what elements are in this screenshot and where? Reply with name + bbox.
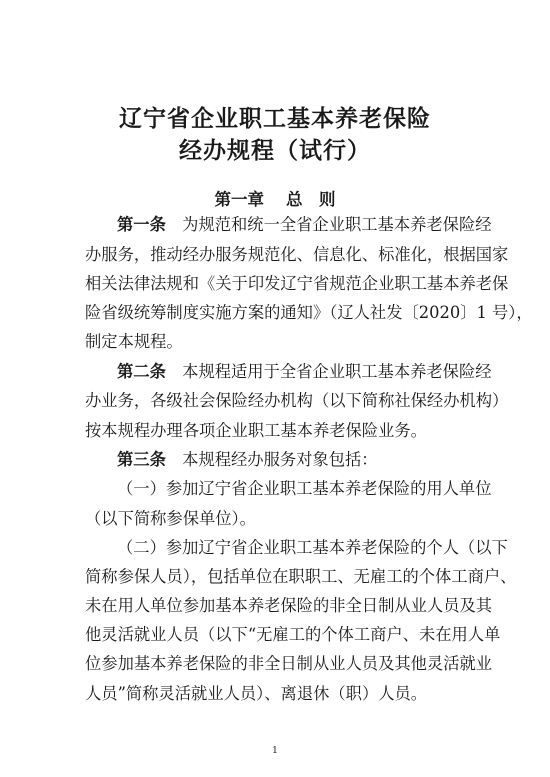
article-1-line-5: 制定本规程。 — [85, 332, 183, 351]
article-3-item-2-line-2: 简称参保人员），包括单位在职职工、无雇工的个体工商户、 — [85, 567, 517, 586]
page-number: 1 — [272, 746, 278, 756]
article-3-item-2-line-3: 未在用人单位参加基本养老保险的非全日制从业人员及其 — [85, 596, 493, 615]
article-1-line-4: 险省级统筹制度实施方案的通知》（辽人社发〔2020〕1 号）， — [85, 303, 533, 322]
article-3-number: 第三条 — [117, 450, 166, 469]
article-1-line-2: 办服务，推动经办服务规范化、信息化、标准化，根据国家 — [85, 245, 509, 264]
chapter-heading — [0, 186, 550, 210]
article-1-number: 第一条 — [117, 215, 166, 234]
article-2-number: 第二条 — [117, 362, 166, 381]
article-3-item-2-line-6: 人员”简称灵活就业人员）、离退休（职）人员。 — [85, 684, 428, 703]
article-3-item-2-line-5: 位参加基本养老保险的非全日制从业人员及其他灵活就业 — [85, 654, 493, 673]
article-2-text: 本规程适用于全省企业职工基本养老保险经 — [182, 362, 492, 381]
article-3-item-2-line-4: 他灵活就业人员（以下“无雇工的个体工商户、未在用人单 — [85, 625, 501, 644]
chapter-number: 第一章 — [214, 190, 264, 209]
article-3-line-1 — [117, 452, 467, 468]
chapter-name: 总 则 — [286, 190, 336, 209]
article-3-text: 本规程经办服务对象包括： — [182, 450, 378, 469]
article-3-item-1-line-2: （以下简称参保单位）。 — [85, 509, 256, 528]
article-1-text: 为规范和统一全省企业职工基本养老保险经 — [182, 215, 492, 234]
article-2-line-3: 按本规程办理各项企业职工基本养老保险业务。 — [85, 421, 427, 440]
article-2-line-2: 办业务，各级社会保险经办机构（以下简称社保经办机构） — [85, 391, 509, 410]
article-1-line-3: 相关法律法规和《关于印发辽宁省规范企业职工基本养老保 — [85, 274, 509, 293]
article-3-item-1-line-1: （一）参加辽宁省企业职工基本养老保险的用人单位 — [117, 479, 492, 498]
article-3-item-2-line-1: （二）参加辽宁省企业职工基本养老保险的个人（以下 — [117, 538, 508, 557]
article-2-line-1 — [117, 362, 492, 381]
document-title-line-2: 经办规程（试行） — [179, 138, 371, 164]
article-1-line-1 — [117, 215, 492, 234]
document-title-line-1: 辽宁省企业职工基本养老保险 — [119, 106, 431, 132]
